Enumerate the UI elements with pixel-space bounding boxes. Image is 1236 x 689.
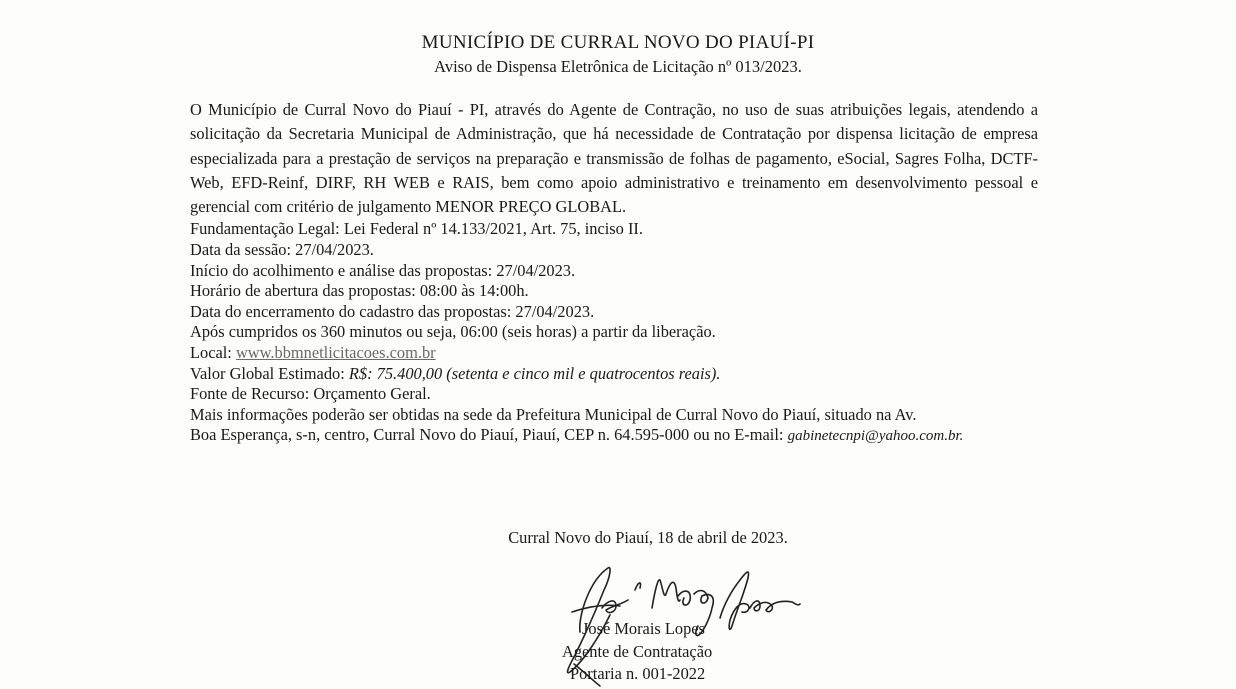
notice-body: [190, 98, 1038, 447]
fonte-line: Fonte de Recurso: Orçamento Geral.: [190, 384, 431, 404]
local-link[interactable]: www.bbmnetlicitacoes.com.br: [235, 343, 436, 363]
valor-value: R$: 75.400,00 (setenta e cinco mil e quatrocentos reais).: [348, 363, 721, 383]
signature-block: [560, 560, 820, 689]
mais-info-text: Boa Esperança, s-n, centro, Curral Novo do Piauí, Piauí, CEP n. 64.595-000 ou no E-mail:: [190, 425, 788, 445]
inicio-line: Início do acolhimento e análise das propostas: 27/04/2023.: [190, 260, 576, 280]
mais-info-line-1: Mais informações poderão ser obtidas na sede da Prefeitura Municipal de Curral Novo do Piauí, situado na Av.: [190, 404, 917, 424]
mais-info-line-2: [190, 425, 1038, 447]
local-label: Local:: [190, 343, 236, 363]
horario-line: Horário de abertura das propostas: 08:00 às 14:00h.: [190, 281, 529, 301]
signer-portaria: Portaria n. 001-2022: [570, 664, 706, 683]
document-subtitle: Aviso de Dispensa Eletrônica de Licitação nº 013/2023.: [434, 57, 802, 76]
apos-line: Após cumpridos os 360 minutos ou seja, 06:00 (seis horas) a partir da liberação.: [190, 322, 716, 342]
document-header: [0, 30, 1236, 78]
document-title: MUNICÍPIO DE CURRAL NOVO DO PIAUÍ-PI: [421, 32, 815, 53]
valor-line: [190, 364, 1038, 385]
local-line: [190, 343, 1038, 364]
valor-label: Valor Global Estimado:: [190, 363, 349, 383]
fundamentacao-line: Fundamentação Legal: Lei Federal nº 14.133/2021, Art. 75, inciso II.: [190, 219, 643, 239]
intro-paragraph: O Município de Curral Novo do Piauí - PI, através do Agente de Contração, no uso de suas atribuições legais, atendendo a solicitação da Secretaria Municipal de Administração, que há necessidade de Contratação por dispensa licitação de empresa especializada para a prestação de serviços na preparação e transmissão de folhas de pagamento, eSocial, Sagres Folha, DCTF-Web, EFD-Reinf, DIRF, RH WEB e RAIS, bem como apoio administrativo e treinamento em desenvolvimento pessoal e gerencial com critério de julgamento MENOR PREÇO GLOBAL.: [190, 100, 1038, 217]
email-address[interactable]: gabinetecnpi@yahoo.com.br.: [787, 428, 964, 445]
signer-name: José Morais Lopes: [582, 619, 705, 638]
data-sessao-line: Data da sessão: 27/04/2023.: [190, 240, 374, 260]
signer-role: Agente de Contratação: [562, 642, 713, 661]
place-date: Curral Novo do Piauí, 18 de abril de 2023.: [508, 528, 788, 547]
encerramento-line: Data do encerramento do cadastro das propostas: 27/04/2023.: [190, 301, 595, 321]
